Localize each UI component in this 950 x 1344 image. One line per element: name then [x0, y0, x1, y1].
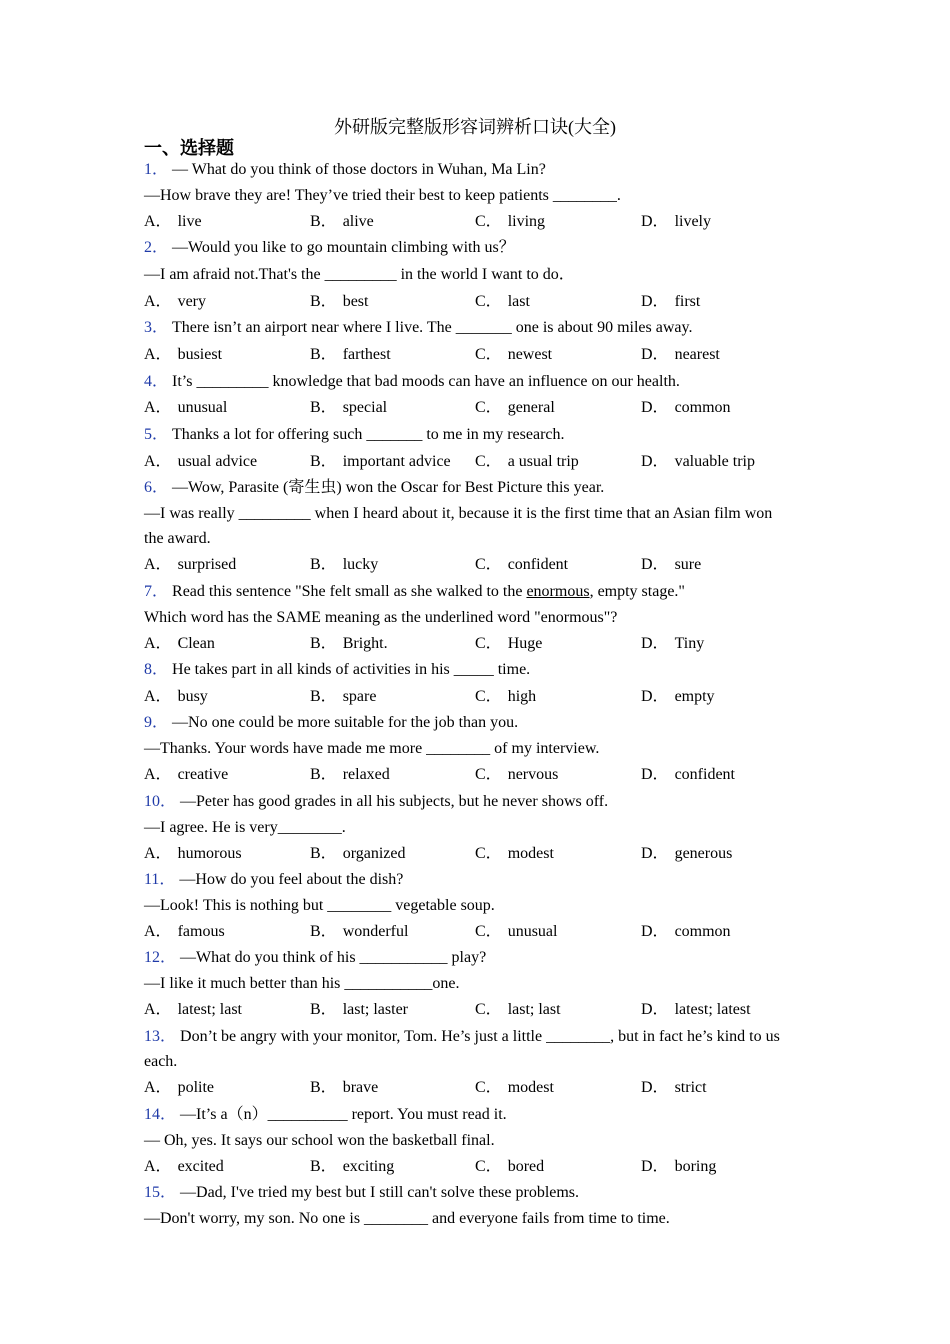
question-line: Which word has the SAME meaning as the underlined word "enormous"?: [144, 609, 618, 626]
question-stem: —Wow, Parasite (寄生虫) won the Oscar for Best Picture this year.: [172, 479, 605, 496]
question-stem: Thanks a lot for offering such _______ to me in my research.: [172, 426, 565, 443]
question-line: —How brave they are! They’ve tried their best to keep patients ________.: [144, 187, 621, 204]
question-number: 14．: [144, 1106, 177, 1123]
option-d[interactable]: D． generous: [641, 845, 733, 862]
question-number: 8．: [144, 661, 169, 678]
question-number: 9．: [144, 714, 169, 731]
options-row: [144, 634, 814, 654]
question-number: 11．: [144, 871, 176, 888]
option-c[interactable]: C． last: [475, 293, 530, 310]
question-number: 12．: [144, 949, 177, 966]
question-line: —I am afraid not.That's the _________ in the world I want to do．: [144, 266, 575, 283]
question-11: [144, 870, 814, 890]
option-c[interactable]: C． newest: [475, 346, 553, 363]
option-b[interactable]: B． last; laster: [310, 1001, 408, 1018]
option-d[interactable]: D． strict: [641, 1079, 707, 1096]
option-d[interactable]: D． latest; latest: [641, 1001, 751, 1018]
question-stem: He takes part in all kinds of activities in his _____ time.: [172, 661, 531, 678]
question-number: 13．: [144, 1028, 177, 1045]
option-c[interactable]: C． confident: [475, 556, 569, 573]
question-7: 7． Read this sentence "She felt small as she walked to the enormous, empty stage.": [144, 583, 685, 600]
question-9: [144, 713, 814, 733]
option-d[interactable]: D． common: [641, 923, 731, 940]
option-a[interactable]: A． humorous: [144, 845, 242, 862]
question-line: — Oh, yes. It says our school won the basketball final.: [144, 1132, 495, 1149]
option-b[interactable]: B． important advice: [310, 453, 451, 470]
option-b[interactable]: B． spare: [310, 688, 377, 705]
options-row: [144, 844, 814, 864]
question-line: —Look! This is nothing but ________ vegetable soup.: [144, 897, 495, 914]
options-row: [144, 1078, 814, 1098]
options-row: [144, 1157, 814, 1177]
option-d[interactable]: D． sure: [641, 556, 702, 573]
option-b[interactable]: B． relaxed: [310, 766, 390, 783]
question-stem: — What do you think of those doctors in Wuhan, Ma Lin?: [172, 161, 546, 178]
option-a[interactable]: A． Clean: [144, 635, 215, 652]
question-13: [144, 1027, 814, 1047]
options-row: [144, 765, 814, 785]
question-stem: There isn’t an airport near where I live. The _______ one is about 90 miles away.: [172, 319, 693, 336]
option-d[interactable]: D． confident: [641, 766, 735, 783]
option-a[interactable]: A． live: [144, 213, 202, 230]
option-d[interactable]: D． valuable trip: [641, 453, 755, 470]
options-row: [144, 687, 814, 707]
options-row: [144, 1000, 814, 1020]
option-b[interactable]: B． wonderful: [310, 923, 409, 940]
option-a[interactable]: A． polite: [144, 1079, 214, 1096]
option-a[interactable]: A． busiest: [144, 346, 223, 363]
question-stem: Don’t be angry with your monitor, Tom. He’s just a little ________, but in fact he’s kind to us: [180, 1028, 780, 1045]
option-c[interactable]: C． modest: [475, 845, 554, 862]
option-d[interactable]: D． first: [641, 293, 701, 310]
question-line: —I agree. He is very________.: [144, 819, 346, 836]
question-stem: —How do you feel about the dish?: [179, 871, 404, 888]
question-line: —I was really _________ when I heard about it, because it is the first time that an Asian film won: [144, 505, 773, 522]
question-number: 10．: [144, 793, 177, 810]
question-stem: —It’s a（n）__________ report. You must read it.: [180, 1106, 507, 1123]
question-number: 15．: [144, 1184, 177, 1201]
options-row: [144, 292, 814, 312]
options-row: [144, 452, 814, 472]
option-a[interactable]: A． excited: [144, 1158, 224, 1175]
option-c[interactable]: C． high: [475, 688, 537, 705]
option-a[interactable]: A． latest; last: [144, 1001, 242, 1018]
question-stem: It’s _________ knowledge that bad moods can have an influence on our health.: [172, 373, 680, 390]
option-d[interactable]: D． common: [641, 399, 731, 416]
question-line: each.: [144, 1053, 178, 1070]
option-c[interactable]: C． bored: [475, 1158, 545, 1175]
question-line: —Thanks. Your words have made me more ________ of my interview.: [144, 740, 600, 757]
options-row: [144, 212, 814, 232]
option-a[interactable]: A． famous: [144, 923, 225, 940]
options-row: [144, 922, 814, 942]
option-a[interactable]: A． usual advice: [144, 453, 258, 470]
option-a[interactable]: A． very: [144, 293, 206, 310]
question-6: [144, 478, 814, 498]
page-title: 外研版完整版形容词辨析口诀(大全): [334, 117, 616, 137]
section-heading: 一、选择题: [144, 138, 234, 159]
question-stem: —No one could be more suitable for the job than you.: [172, 714, 519, 731]
option-b[interactable]: B． alive: [310, 213, 374, 230]
option-b[interactable]: B． organized: [310, 845, 406, 862]
option-b[interactable]: B． lucky: [310, 556, 379, 573]
option-d[interactable]: D． empty: [641, 688, 715, 705]
options-row: [144, 345, 814, 365]
question-10: [144, 792, 814, 812]
question-number: 4．: [144, 373, 169, 390]
question-number: 1．: [144, 161, 169, 178]
question-line: —Don't worry, my son. No one is ________ and everyone fails from time to time.: [144, 1210, 670, 1227]
option-b[interactable]: B． brave: [310, 1079, 379, 1096]
option-d[interactable]: D． lively: [641, 213, 711, 230]
question-3: [144, 318, 814, 338]
question-1: [144, 160, 814, 180]
question-stem: —Dad, I've tried my best but I still can't solve these problems.: [180, 1184, 580, 1201]
option-d[interactable]: D． Tiny: [641, 635, 705, 652]
question-2: [144, 238, 814, 258]
option-c[interactable]: C． nervous: [475, 766, 559, 783]
question-number: 7．: [144, 583, 169, 600]
option-a[interactable]: A． creative: [144, 766, 229, 783]
option-b[interactable]: B． exciting: [310, 1158, 395, 1175]
option-c[interactable]: C． living: [475, 213, 546, 230]
question-number: 2．: [144, 239, 169, 256]
option-c[interactable]: C． modest: [475, 1079, 554, 1096]
option-a[interactable]: A． busy: [144, 688, 208, 705]
question-number: 5．: [144, 426, 169, 443]
option-d[interactable]: D． nearest: [641, 346, 720, 363]
option-d[interactable]: D． boring: [641, 1158, 717, 1175]
option-b[interactable]: B． best: [310, 293, 369, 310]
option-c[interactable]: C． Huge: [475, 635, 543, 652]
option-a[interactable]: A． surprised: [144, 556, 237, 573]
question-number: 6．: [144, 479, 169, 496]
option-c[interactable]: C． unusual: [475, 923, 558, 940]
underlined-word: enormous: [526, 583, 590, 600]
option-a[interactable]: A． unusual: [144, 399, 228, 416]
question-15: [144, 1183, 814, 1203]
option-b[interactable]: B． farthest: [310, 346, 391, 363]
question-number: 3．: [144, 319, 169, 336]
option-b[interactable]: B． Bright.: [310, 635, 388, 652]
question-8: [144, 660, 814, 680]
question-line: the award.: [144, 530, 211, 547]
option-c[interactable]: C． a usual trip: [475, 453, 579, 470]
option-c[interactable]: C． last; last: [475, 1001, 561, 1018]
question-14: [144, 1105, 814, 1125]
question-stem: —Peter has good grades in all his subjects, but he never shows off.: [180, 793, 609, 810]
question-12: [144, 948, 814, 968]
option-c[interactable]: C． general: [475, 399, 555, 416]
options-row: [144, 555, 814, 575]
question-4: [144, 372, 814, 392]
options-row: [144, 398, 814, 418]
question-stem: —Would you like to go mountain climbing with us？: [172, 239, 515, 256]
question-5: [144, 425, 814, 445]
option-b[interactable]: B． special: [310, 399, 388, 416]
question-stem: —What do you think of his ___________ play?: [180, 949, 487, 966]
question-line: —I like it much better than his ___________one.: [144, 975, 460, 992]
